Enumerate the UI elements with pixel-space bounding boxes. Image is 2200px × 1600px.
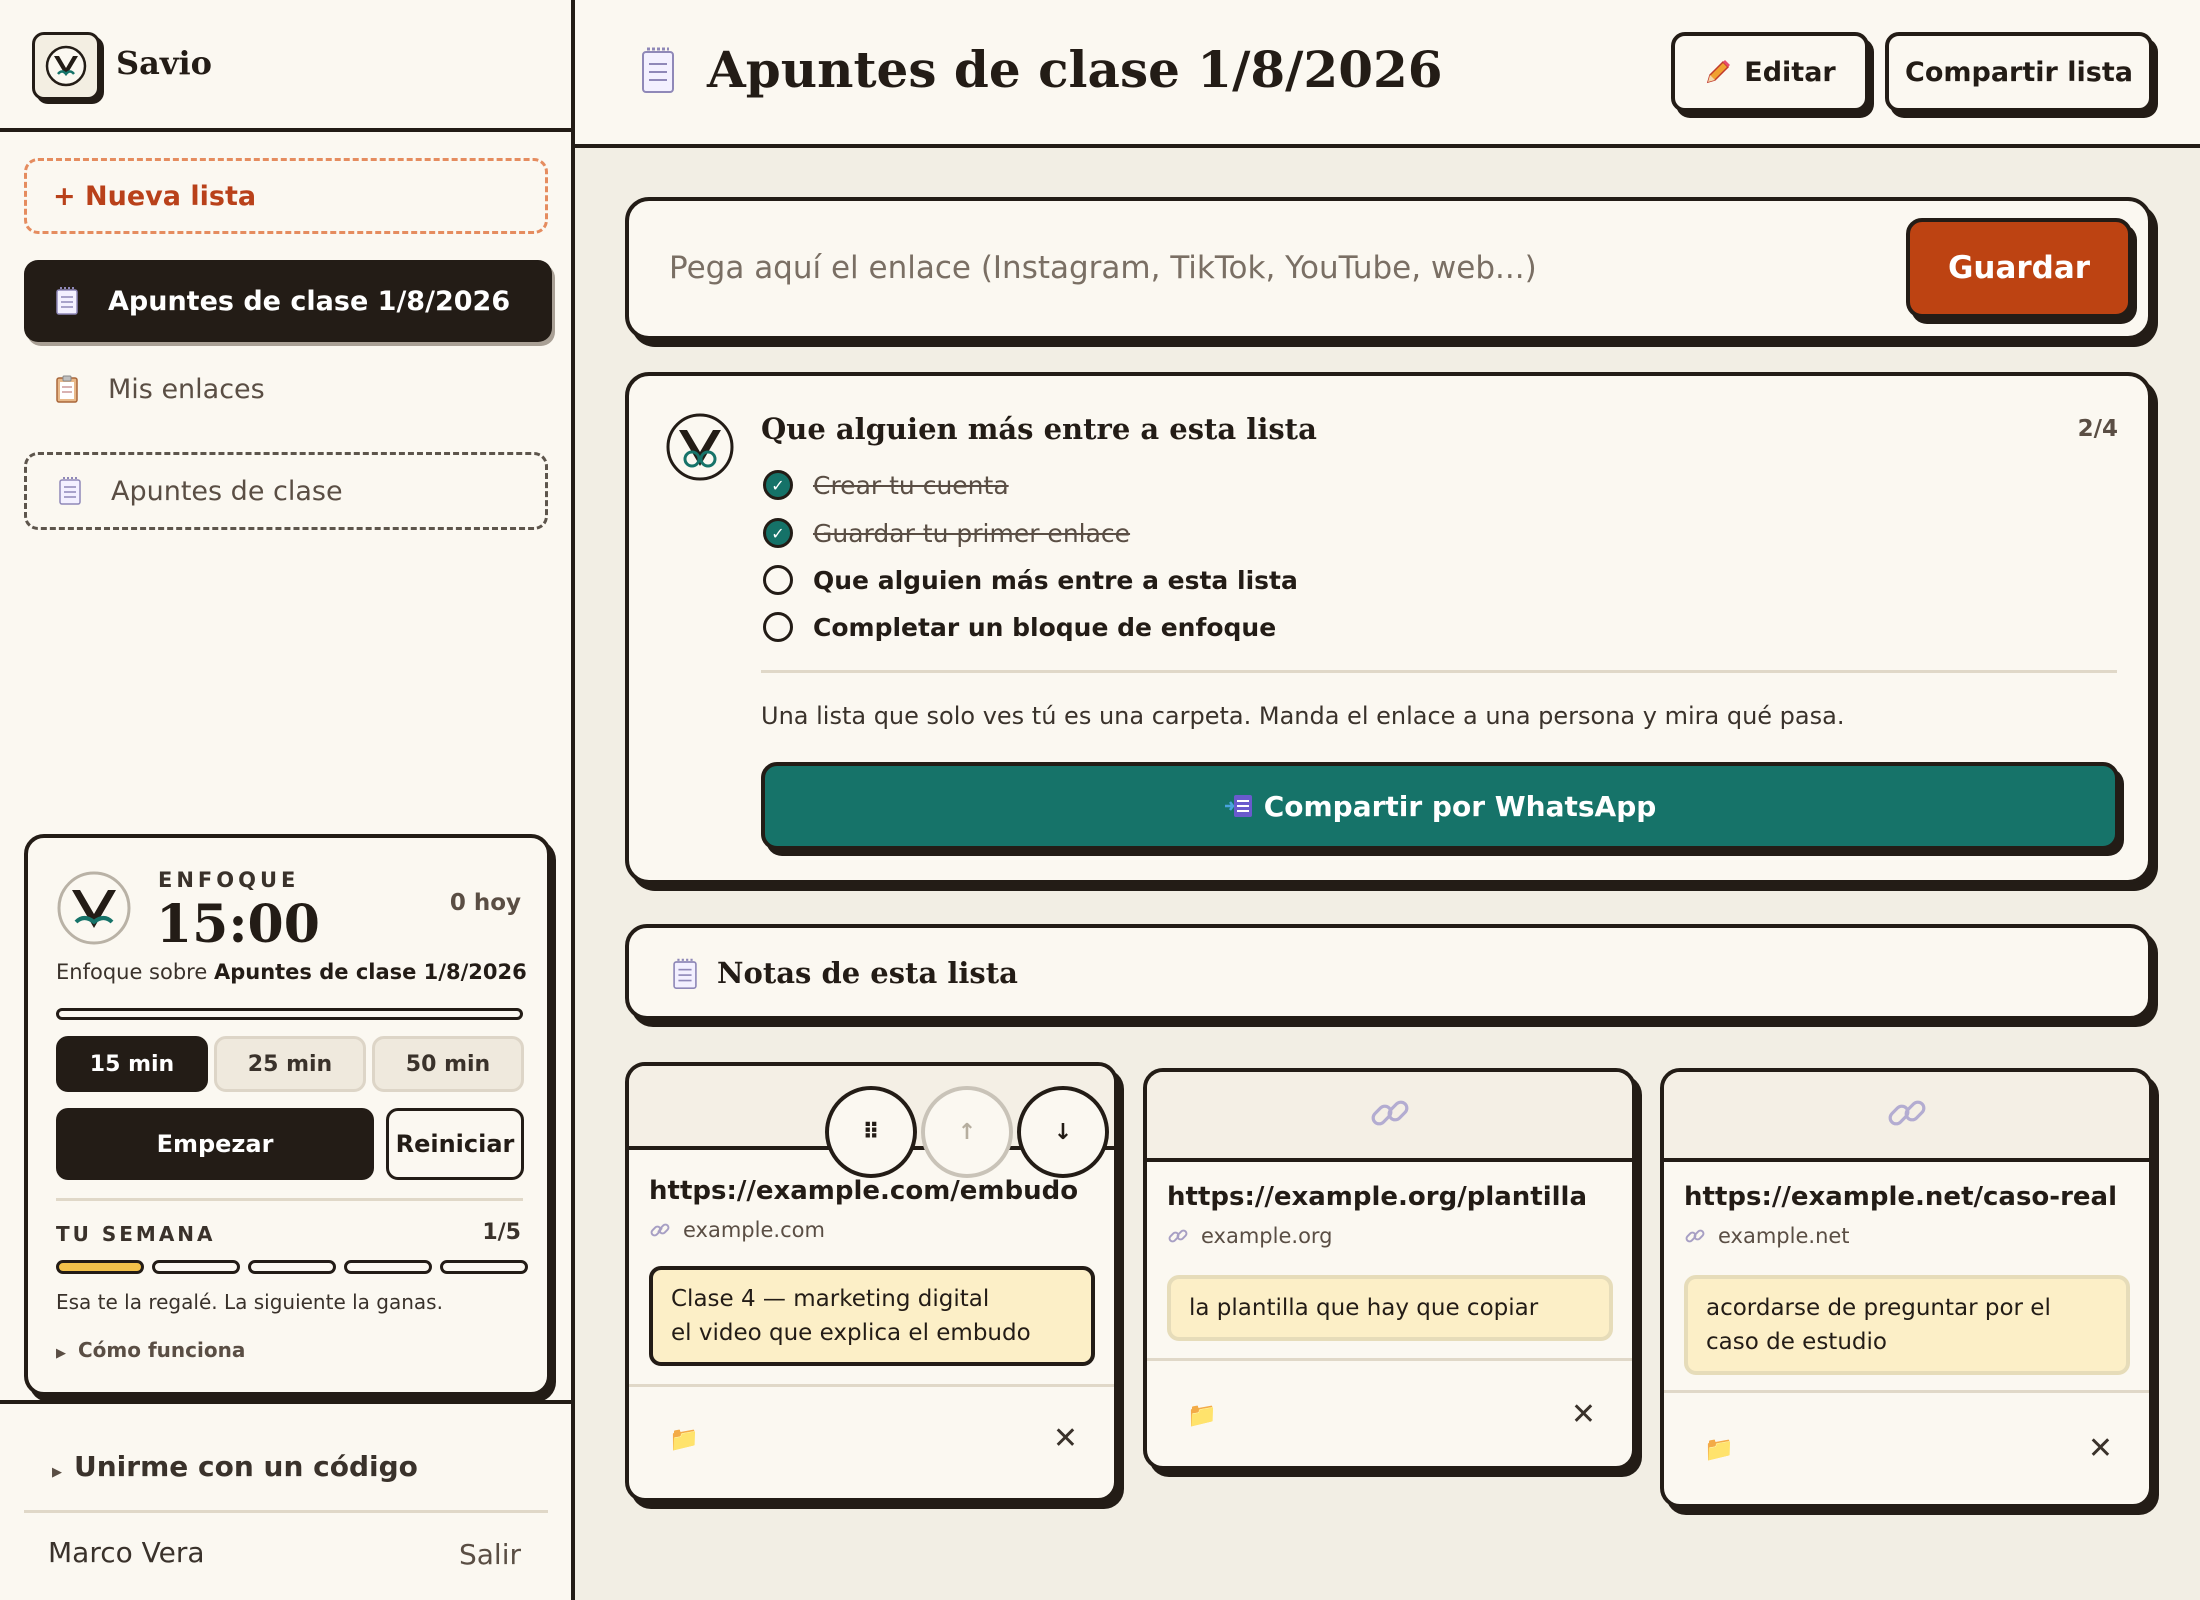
incoming-envelope-icon	[1224, 793, 1254, 819]
link-card[interactable]	[1660, 1068, 2153, 1508]
note-line: Clase 4 — marketing digital	[671, 1286, 990, 1312]
triangle-right-icon: ▶	[56, 1346, 66, 1361]
duration-25-button[interactable]: 25 min	[214, 1036, 366, 1092]
pencil-icon	[1704, 58, 1732, 86]
start-button[interactable]: Empezar	[56, 1108, 374, 1180]
domain-label: example.com	[683, 1218, 825, 1242]
sidebar	[0, 0, 575, 1600]
link-icon	[1684, 1225, 1706, 1247]
link-card-header	[1147, 1072, 1632, 1162]
checkmark-icon: ✓	[763, 470, 793, 500]
reset-button[interactable]: Reiniciar	[386, 1108, 524, 1180]
task-label: Que alguien más entre a esta lista	[813, 565, 1298, 595]
join-with-code-toggle[interactable]	[52, 1450, 418, 1483]
link-card-footer	[1664, 1390, 2149, 1504]
divider	[761, 670, 2117, 673]
task-item[interactable]	[763, 470, 1009, 500]
task-label: Crear tu cuenta	[813, 470, 1009, 500]
page-title: Apuntes de clase 1/8/2026	[707, 40, 1443, 99]
notepad-icon	[673, 958, 697, 994]
empty-circle-icon	[763, 612, 793, 642]
sidebar-item-label: Apuntes de clase	[111, 475, 343, 507]
duration-15-button[interactable]: 15 min	[56, 1036, 208, 1092]
save-button[interactable]: Guardar	[1906, 218, 2132, 318]
move-up-icon[interactable]: ↑	[921, 1086, 1013, 1178]
link-url[interactable]: https://example.com/embudo	[649, 1176, 1079, 1206]
task-item[interactable]	[763, 518, 1130, 548]
week-segment	[152, 1260, 240, 1274]
onboarding-title: Que alguien más entre a esta lista	[761, 412, 1317, 446]
task-item[interactable]	[763, 612, 1276, 642]
notepad-icon	[641, 46, 675, 98]
onboarding-card	[625, 372, 2152, 884]
link-icon	[1167, 1225, 1189, 1247]
link-icon	[649, 1219, 671, 1241]
divider	[0, 1400, 571, 1404]
onboarding-message: Una lista que solo ves tú es una carpeta. Manda el enlace a una persona y mira qué pasa.	[761, 702, 1845, 730]
link-input-card	[625, 197, 2152, 340]
edit-label: Editar	[1744, 56, 1836, 88]
clipboard-icon	[56, 375, 80, 403]
checkmark-icon: ✓	[763, 518, 793, 548]
link-url[interactable]: https://example.org/plantilla	[1167, 1182, 1587, 1212]
join-label: Unirme con un código	[74, 1450, 418, 1483]
share-list-button[interactable]: Compartir lista	[1885, 32, 2153, 112]
task-label: Completar un bloque de enfoque	[813, 612, 1277, 642]
focus-label: ENFOQUE	[158, 868, 300, 892]
link-card[interactable]	[1143, 1068, 1636, 1470]
week-count: 1/5	[482, 1220, 521, 1245]
whatsapp-label: Compartir por WhatsApp	[1263, 789, 1657, 823]
week-segment	[440, 1260, 528, 1274]
link-card-header	[1664, 1072, 2149, 1162]
edit-button[interactable]	[1671, 32, 1869, 112]
logout-link[interactable]: Salir	[458, 1538, 521, 1571]
link-domain	[1684, 1224, 1850, 1248]
focus-card	[24, 834, 551, 1396]
savio-logo-icon	[665, 412, 735, 486]
sidebar-item-apuntes-1-8-2026[interactable]	[24, 260, 552, 342]
domain-label: example.net	[1718, 1224, 1850, 1248]
sidebar-item-label: Mis enlaces	[108, 373, 265, 405]
savio-logo-icon	[56, 870, 132, 950]
close-icon[interactable]: ✕	[2087, 1431, 2113, 1466]
link-note[interactable]	[649, 1266, 1095, 1366]
list-notes-toggle[interactable]	[625, 924, 2152, 1020]
link-icon	[1368, 1091, 1412, 1139]
brand-logo[interactable]	[32, 32, 100, 100]
link-card[interactable]	[625, 1062, 1118, 1502]
user-name: Marco Vera	[48, 1536, 205, 1569]
link-domain	[649, 1218, 825, 1242]
how-it-works-toggle[interactable]	[56, 1338, 245, 1362]
task-item[interactable]	[763, 565, 1298, 595]
how-it-works-label: Cómo funciona	[78, 1338, 246, 1362]
close-icon[interactable]: ✕	[1570, 1397, 1596, 1432]
move-down-icon[interactable]: ↓	[1017, 1086, 1109, 1178]
week-label: TU SEMANA	[56, 1222, 216, 1246]
week-segment	[56, 1260, 144, 1274]
focus-about-prefix: Enfoque sobre	[56, 960, 208, 984]
week-segment	[248, 1260, 336, 1274]
note-line: el video que explica el embudo	[671, 1320, 1031, 1346]
task-label: Guardar tu primer enlace	[813, 518, 1131, 548]
week-segment	[344, 1260, 432, 1274]
focus-about	[56, 960, 527, 984]
drag-handle-icon[interactable]: ⠿	[825, 1086, 917, 1178]
notepad-icon	[59, 477, 83, 505]
sidebar-item-label: Apuntes de clase 1/8/2026	[108, 285, 511, 317]
focus-today-count: 0 hoy	[449, 890, 521, 916]
folder-icon[interactable]: 📁	[669, 1425, 699, 1453]
link-note[interactable]: la plantilla que hay que copiar	[1167, 1275, 1613, 1341]
sidebar-item-mis-enlaces[interactable]	[24, 348, 552, 430]
savio-logo-icon	[44, 44, 88, 88]
link-input[interactable]	[669, 243, 1869, 293]
page-header	[575, 0, 2200, 148]
sidebar-item-apuntes-de-clase[interactable]	[24, 452, 548, 530]
notes-title: Notas de esta lista	[717, 956, 1018, 990]
whatsapp-share-button[interactable]	[761, 762, 2119, 850]
brand-header	[0, 0, 571, 132]
onboarding-progress: 2/4	[2077, 416, 2118, 442]
week-message: Esa te la regalé. La siguiente la ganas.	[56, 1290, 443, 1314]
focus-progress-bar	[56, 1008, 523, 1020]
empty-circle-icon	[763, 565, 793, 595]
divider	[24, 1510, 548, 1513]
folder-icon[interactable]: 📁	[1704, 1435, 1734, 1463]
link-icon	[1885, 1091, 1929, 1139]
link-url[interactable]: https://example.net/caso-real	[1684, 1182, 2117, 1212]
new-list-button[interactable]: + Nueva lista	[24, 158, 548, 234]
link-card-footer	[1147, 1358, 1632, 1464]
notepad-icon	[56, 287, 80, 315]
duration-50-button[interactable]: 50 min	[372, 1036, 524, 1092]
triangle-right-icon: ▶	[52, 1465, 62, 1480]
link-note[interactable]: acordarse de preguntar por el caso de estudio	[1684, 1275, 2130, 1375]
link-card-footer	[629, 1384, 1114, 1498]
divider	[56, 1198, 523, 1201]
focus-timer: 15:00	[156, 894, 320, 955]
link-domain	[1167, 1224, 1333, 1248]
folder-icon[interactable]: 📁	[1187, 1401, 1217, 1429]
domain-label: example.org	[1201, 1224, 1333, 1248]
focus-about-list: Apuntes de clase 1/8/2026	[213, 960, 527, 984]
close-icon[interactable]: ✕	[1052, 1421, 1078, 1456]
brand-name: Savio	[116, 44, 212, 82]
